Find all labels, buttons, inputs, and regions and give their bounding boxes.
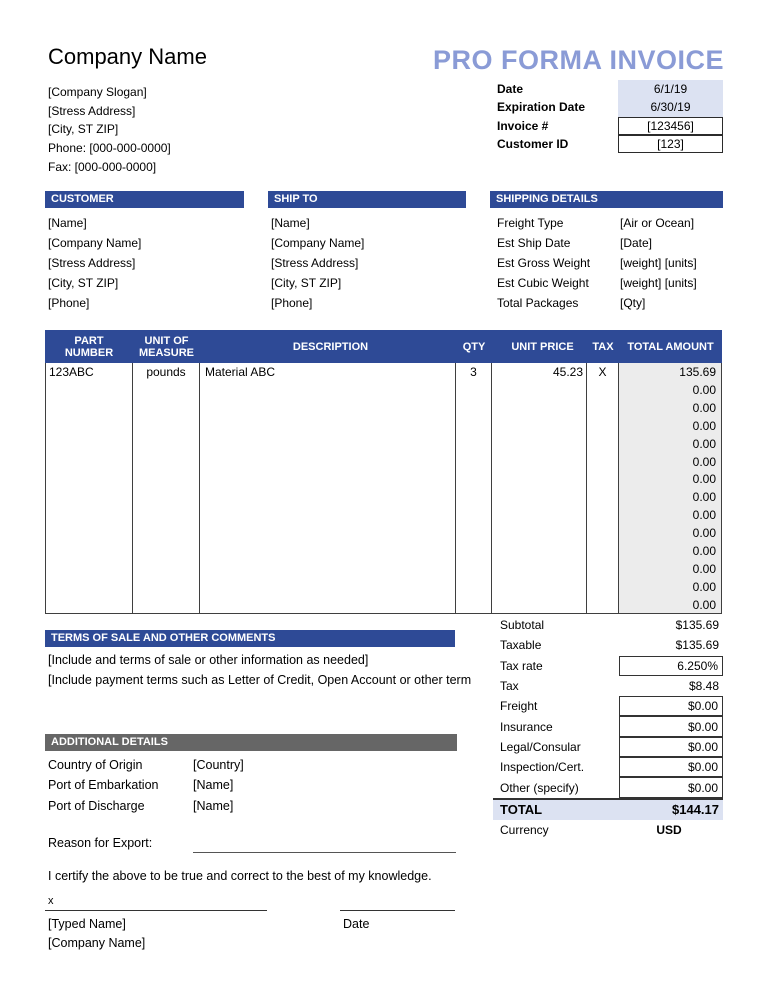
tax-row — [493, 676, 723, 696]
total-amount-column — [619, 363, 721, 613]
total-packages-value: [Qty] — [620, 296, 646, 310]
additional-details-rows — [48, 755, 428, 816]
date-field[interactable]: 6/1/19 — [618, 80, 723, 98]
meta-row-customer-id — [497, 135, 723, 153]
company-city-line: [City, ST ZIP] — [48, 122, 119, 137]
date-label: Date — [497, 82, 524, 97]
certification-text: I certify the above to be true and correct to the best of my knowledge. — [48, 869, 432, 883]
port-of-embarkation-label: Port of Embarkation — [48, 778, 159, 793]
unit-of-measure-column-header: UNIT OF MEASURE — [138, 334, 194, 359]
qty-column — [456, 363, 492, 613]
currency-row — [493, 820, 723, 840]
terms-line: [Include and terms of sale or other information as needed] — [48, 653, 369, 667]
unit-of-measure-column — [133, 363, 200, 613]
freight-label: Freight — [500, 699, 538, 714]
taxable-label: Taxable — [500, 638, 542, 653]
grand-total-row — [493, 798, 723, 820]
subtotal-label: Subtotal — [500, 618, 545, 633]
ship-to-section-header: SHIP TO — [268, 191, 466, 208]
country-of-origin-label: Country of Origin — [48, 758, 143, 773]
tax-label: Tax — [500, 679, 519, 694]
subtotal-row — [493, 615, 723, 635]
item-total-cell[interactable]: 0.00 — [692, 508, 716, 523]
taxable-row — [493, 635, 723, 655]
terms-line: [Include payment terms such as Letter of Credit, Open Account or other term — [48, 673, 472, 688]
company-name: Company Name — [48, 44, 207, 69]
total-amount-column-header: TOTAL AMOUNT — [627, 340, 714, 353]
invoice-meta — [497, 80, 723, 153]
port-of-embarkation-value: [Name] — [193, 778, 234, 793]
items-table-body — [45, 363, 722, 614]
item-tax-cell[interactable]: X — [598, 364, 607, 379]
expiration-date-field[interactable]: 6/30/19 — [618, 98, 723, 116]
item-total-cell[interactable]: 0.00 — [692, 526, 716, 541]
description-column — [200, 363, 456, 613]
subtotal-value: $135.69 — [675, 618, 719, 633]
port-of-discharge-row — [48, 796, 428, 816]
part-number-column-header: PART NUMBER — [64, 334, 114, 359]
item-unit-cell[interactable]: pounds — [146, 364, 186, 379]
tax-rate-row — [493, 656, 723, 676]
est-cubic-weight-label: Est Cubic Weight — [497, 276, 589, 290]
items-table — [45, 330, 722, 614]
shipping-detail-row — [490, 273, 723, 293]
ship-to-address-line: [Stress Address] — [271, 256, 359, 270]
currency-label: Currency — [500, 822, 549, 837]
description-column-header: DESCRIPTION — [292, 340, 369, 353]
legal-consular-label: Legal/Consular — [500, 739, 581, 754]
shipping-details-rows — [490, 213, 723, 313]
country-of-origin-value: [Country] — [193, 758, 244, 773]
legal-consular-row — [493, 737, 723, 757]
company-phone-line: Phone: [000-000-0000] — [48, 141, 171, 156]
customer-section — [45, 191, 244, 313]
shipping-details-section — [490, 191, 723, 313]
tax-rate-field[interactable]: 6.250% — [619, 656, 723, 676]
item-part-number-cell[interactable]: 123ABC — [49, 364, 94, 379]
insurance-label: Insurance — [500, 719, 553, 734]
customer-company-line: [Company Name] — [48, 236, 142, 250]
freight-type-value: [Air or Ocean] — [620, 216, 695, 230]
reason-for-export-label: Reason for Export: — [48, 836, 153, 850]
customer-name-line: [Name] — [48, 216, 87, 230]
item-total-cell[interactable]: 0.00 — [692, 382, 716, 397]
unit-price-column — [492, 363, 587, 613]
insurance-row — [493, 716, 723, 736]
item-description-cell[interactable]: Material ABC — [205, 364, 276, 379]
grand-total-value: $144.17 — [672, 802, 719, 818]
expiration-date-label: Expiration Date — [497, 100, 586, 115]
item-total-cell[interactable]: 135.69 — [679, 364, 716, 379]
item-total-cell[interactable]: 0.00 — [692, 580, 716, 595]
country-of-origin-row — [48, 755, 428, 775]
items-table-header — [45, 330, 722, 363]
terms-text-block — [48, 650, 471, 691]
invoice-number-label: Invoice # — [497, 118, 549, 133]
item-total-cell[interactable]: 0.00 — [692, 544, 716, 559]
freight-type-label: Freight Type — [497, 216, 564, 230]
company-info-block — [48, 83, 171, 177]
company-slogan-line: [Company Slogan] — [48, 85, 147, 99]
est-ship-date-value: [Date] — [620, 236, 653, 250]
shipping-detail-row — [490, 293, 723, 313]
additional-details-header: ADDITIONAL DETAILS — [45, 734, 457, 751]
item-total-cell[interactable]: 0.00 — [692, 436, 716, 451]
ship-to-name-line: [Name] — [271, 216, 310, 230]
signature-date-line[interactable] — [340, 896, 455, 911]
ship-to-phone-line: [Phone] — [271, 296, 313, 310]
legal-consular-field[interactable]: $0.00 — [619, 737, 723, 757]
meta-row-expiration — [497, 98, 723, 116]
customer-city-line: [City, ST ZIP] — [48, 276, 119, 290]
inspection-cert-label: Inspection/Cert. — [500, 760, 585, 775]
signature-line[interactable] — [45, 896, 267, 911]
signature-date-label: Date — [343, 917, 370, 931]
insurance-field[interactable]: $0.00 — [619, 716, 723, 736]
ship-to-section — [268, 191, 466, 313]
company-address-line: [Stress Address] — [48, 103, 136, 118]
item-total-cell[interactable]: 0.00 — [692, 472, 716, 487]
freight-row — [493, 696, 723, 716]
customer-id-label: Customer ID — [497, 137, 569, 152]
item-total-cell[interactable]: 0.00 — [692, 454, 716, 469]
est-ship-date-label: Est Ship Date — [497, 236, 571, 250]
terms-section-header: TERMS OF SALE AND OTHER COMMENTS — [45, 630, 455, 647]
taxable-value: $135.69 — [675, 638, 719, 653]
ship-to-company-line: [Company Name] — [271, 236, 365, 250]
company-fax-line: Fax: [000-000-0000] — [48, 159, 157, 174]
inspection-cert-field[interactable]: $0.00 — [619, 757, 723, 777]
tax-column-header: TAX — [592, 340, 614, 353]
shipping-detail-row — [490, 213, 723, 233]
currency-value: USD — [656, 822, 682, 837]
freight-field[interactable]: $0.00 — [619, 696, 723, 716]
inspection-cert-row — [493, 757, 723, 777]
customer-phone-line: [Phone] — [48, 296, 90, 310]
port-of-discharge-value: [Name] — [193, 798, 234, 813]
signature-x-mark: x — [48, 895, 54, 907]
item-total-cell[interactable]: 0.00 — [692, 418, 716, 433]
tax-column — [587, 363, 619, 613]
shipping-details-header: SHIPPING DETAILS — [490, 191, 723, 208]
customer-section-header: CUSTOMER — [45, 191, 244, 208]
item-unit-price-cell[interactable]: 45.23 — [552, 364, 583, 379]
shipping-detail-row — [490, 233, 723, 253]
qty-column-header: QTY — [462, 340, 486, 353]
grand-total-label: TOTAL — [500, 802, 543, 818]
part-number-column — [46, 363, 133, 613]
customer-info-block — [45, 213, 244, 313]
typed-name-label: [Typed Name] — [48, 917, 126, 931]
item-qty-cell[interactable]: 3 — [470, 364, 477, 379]
invoice-number-field[interactable]: [123456] — [618, 117, 723, 135]
signer-company-name: [Company Name] — [48, 936, 146, 950]
est-gross-weight-value: [weight] [units] — [620, 256, 697, 270]
meta-row-date — [497, 80, 723, 98]
customer-address-line: [Stress Address] — [48, 256, 136, 270]
unit-price-column-header: UNIT PRICE — [511, 340, 574, 353]
est-cubic-weight-value: [weight] [units] — [620, 276, 697, 290]
meta-row-invoice-number — [497, 117, 723, 135]
tax-value: $8.48 — [688, 679, 719, 694]
reason-for-export-line[interactable] — [193, 838, 456, 853]
total-packages-label: Total Packages — [497, 296, 579, 310]
item-total-cell[interactable]: 0.00 — [692, 400, 716, 415]
item-total-cell[interactable]: 0.00 — [692, 562, 716, 577]
page-title: PRO FORMA INVOICE — [432, 45, 724, 75]
tax-rate-label: Tax rate — [500, 658, 543, 673]
shipping-detail-row — [490, 253, 723, 273]
other-specify-label: Other (specify) — [500, 780, 579, 795]
item-total-cell[interactable]: 0.00 — [692, 597, 716, 612]
ship-to-city-line: [City, ST ZIP] — [271, 276, 342, 290]
customer-id-field[interactable]: [123] — [618, 135, 723, 153]
port-of-embarkation-row — [48, 775, 428, 795]
est-gross-weight-label: Est Gross Weight — [497, 256, 591, 270]
other-specify-row — [493, 777, 723, 797]
ship-to-info-block — [268, 213, 466, 313]
other-specify-field[interactable]: $0.00 — [619, 777, 723, 797]
totals-section — [493, 615, 723, 840]
port-of-discharge-label: Port of Discharge — [48, 798, 145, 813]
item-total-cell[interactable]: 0.00 — [692, 490, 716, 505]
